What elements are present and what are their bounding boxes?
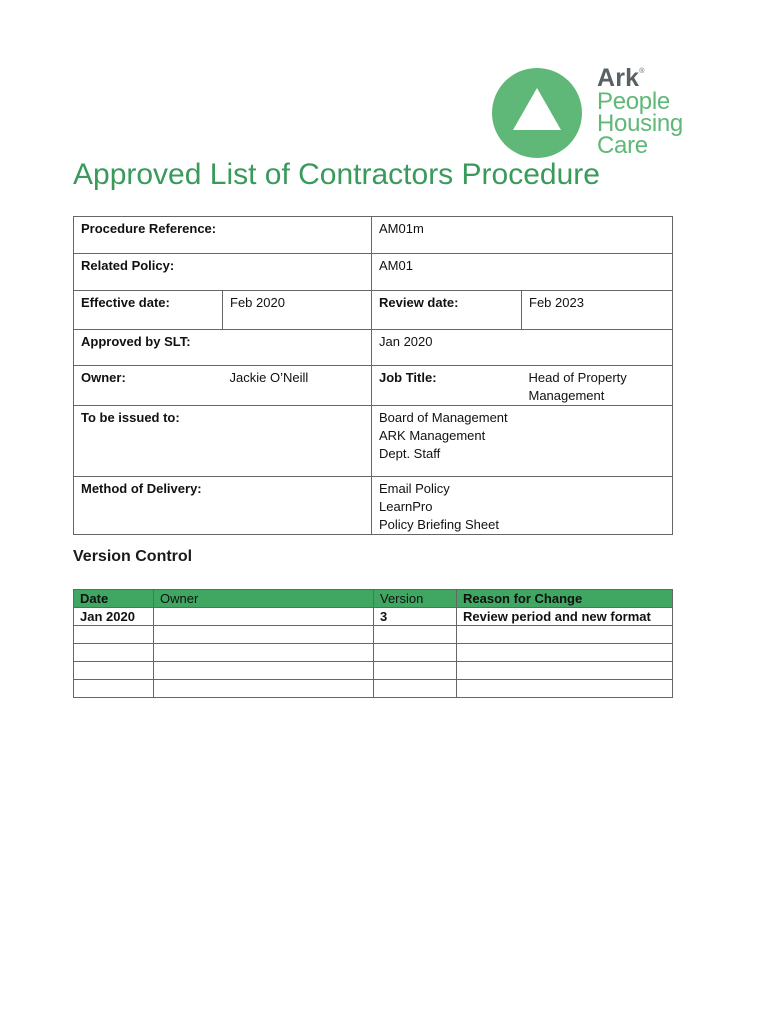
cell-date [74,644,154,662]
issued-to-value: Board of Management ARK Management Dept. Staff [372,406,673,477]
info-row-dates [74,291,673,330]
cell-date [74,626,154,644]
cell-version: 3 [374,608,457,626]
job-title-value: Head of Property Management [522,366,673,406]
cell-reason [457,680,673,698]
owner-value: Jackie O’Neill [223,366,372,406]
triangle-icon [513,88,561,130]
logo-people: People [597,88,670,115]
version-header-row [74,590,673,608]
procedure-info-table [73,216,673,535]
cell-date [74,662,154,680]
info-row-owner [74,366,673,406]
related-policy-value: AM01 [372,254,673,291]
version-control-table [73,589,673,698]
delivery-label: Method of Delivery: [74,477,372,535]
cell-version [374,662,457,680]
procedure-reference-value: AM01m [372,217,673,254]
effective-date-label: Effective date: [74,291,223,330]
logo-wordmark [597,66,683,157]
cell-owner [154,644,374,662]
document-title: Approved List of Contractors Procedure [73,158,600,191]
review-date-label: Review date: [372,291,522,330]
approved-by-value: Jan 2020 [372,330,673,366]
cell-version [374,626,457,644]
table-row [74,644,673,662]
table-row [74,662,673,680]
approved-by-label: Approved by SLT: [74,330,372,366]
info-row-approved [74,330,673,366]
info-row-issued-to [74,406,673,477]
cell-date [74,680,154,698]
cell-owner [154,680,374,698]
logo-circle [492,68,582,158]
info-row-reference [74,217,673,254]
col-owner-header: Owner [154,590,374,608]
related-policy-label: Related Policy: [74,254,372,291]
cell-owner [154,626,374,644]
cell-version [374,644,457,662]
review-date-value: Feb 2023 [522,291,673,330]
cell-reason [457,662,673,680]
table-row [74,680,673,698]
issued-to-label: To be issued to: [74,406,372,477]
ark-logo [492,64,702,160]
cell-reason [457,626,673,644]
cell-reason [457,644,673,662]
table-row [74,608,673,626]
info-row-related-policy [74,254,673,291]
cell-date: Jan 2020 [74,608,154,626]
logo-care: Care [597,132,648,159]
cell-owner [154,662,374,680]
version-control-heading: Version Control [73,548,193,565]
job-title-label: Job Title: [372,366,522,406]
info-row-delivery [74,477,673,535]
logo-housing: Housing [597,110,683,137]
procedure-reference-label: Procedure Reference: [74,217,372,254]
logo-ark: Ark® [597,64,645,92]
col-reason-header: Reason for Change [457,590,673,608]
owner-label: Owner: [74,366,223,406]
cell-reason: Review period and new format [457,608,673,626]
col-date-header: Date [74,590,154,608]
cell-version [374,680,457,698]
col-version-header: Version [374,590,457,608]
table-row [74,626,673,644]
effective-date-value: Feb 2020 [223,291,372,330]
cell-owner [154,608,374,626]
delivery-value: Email Policy LearnPro Policy Briefing Sheet [372,477,673,535]
